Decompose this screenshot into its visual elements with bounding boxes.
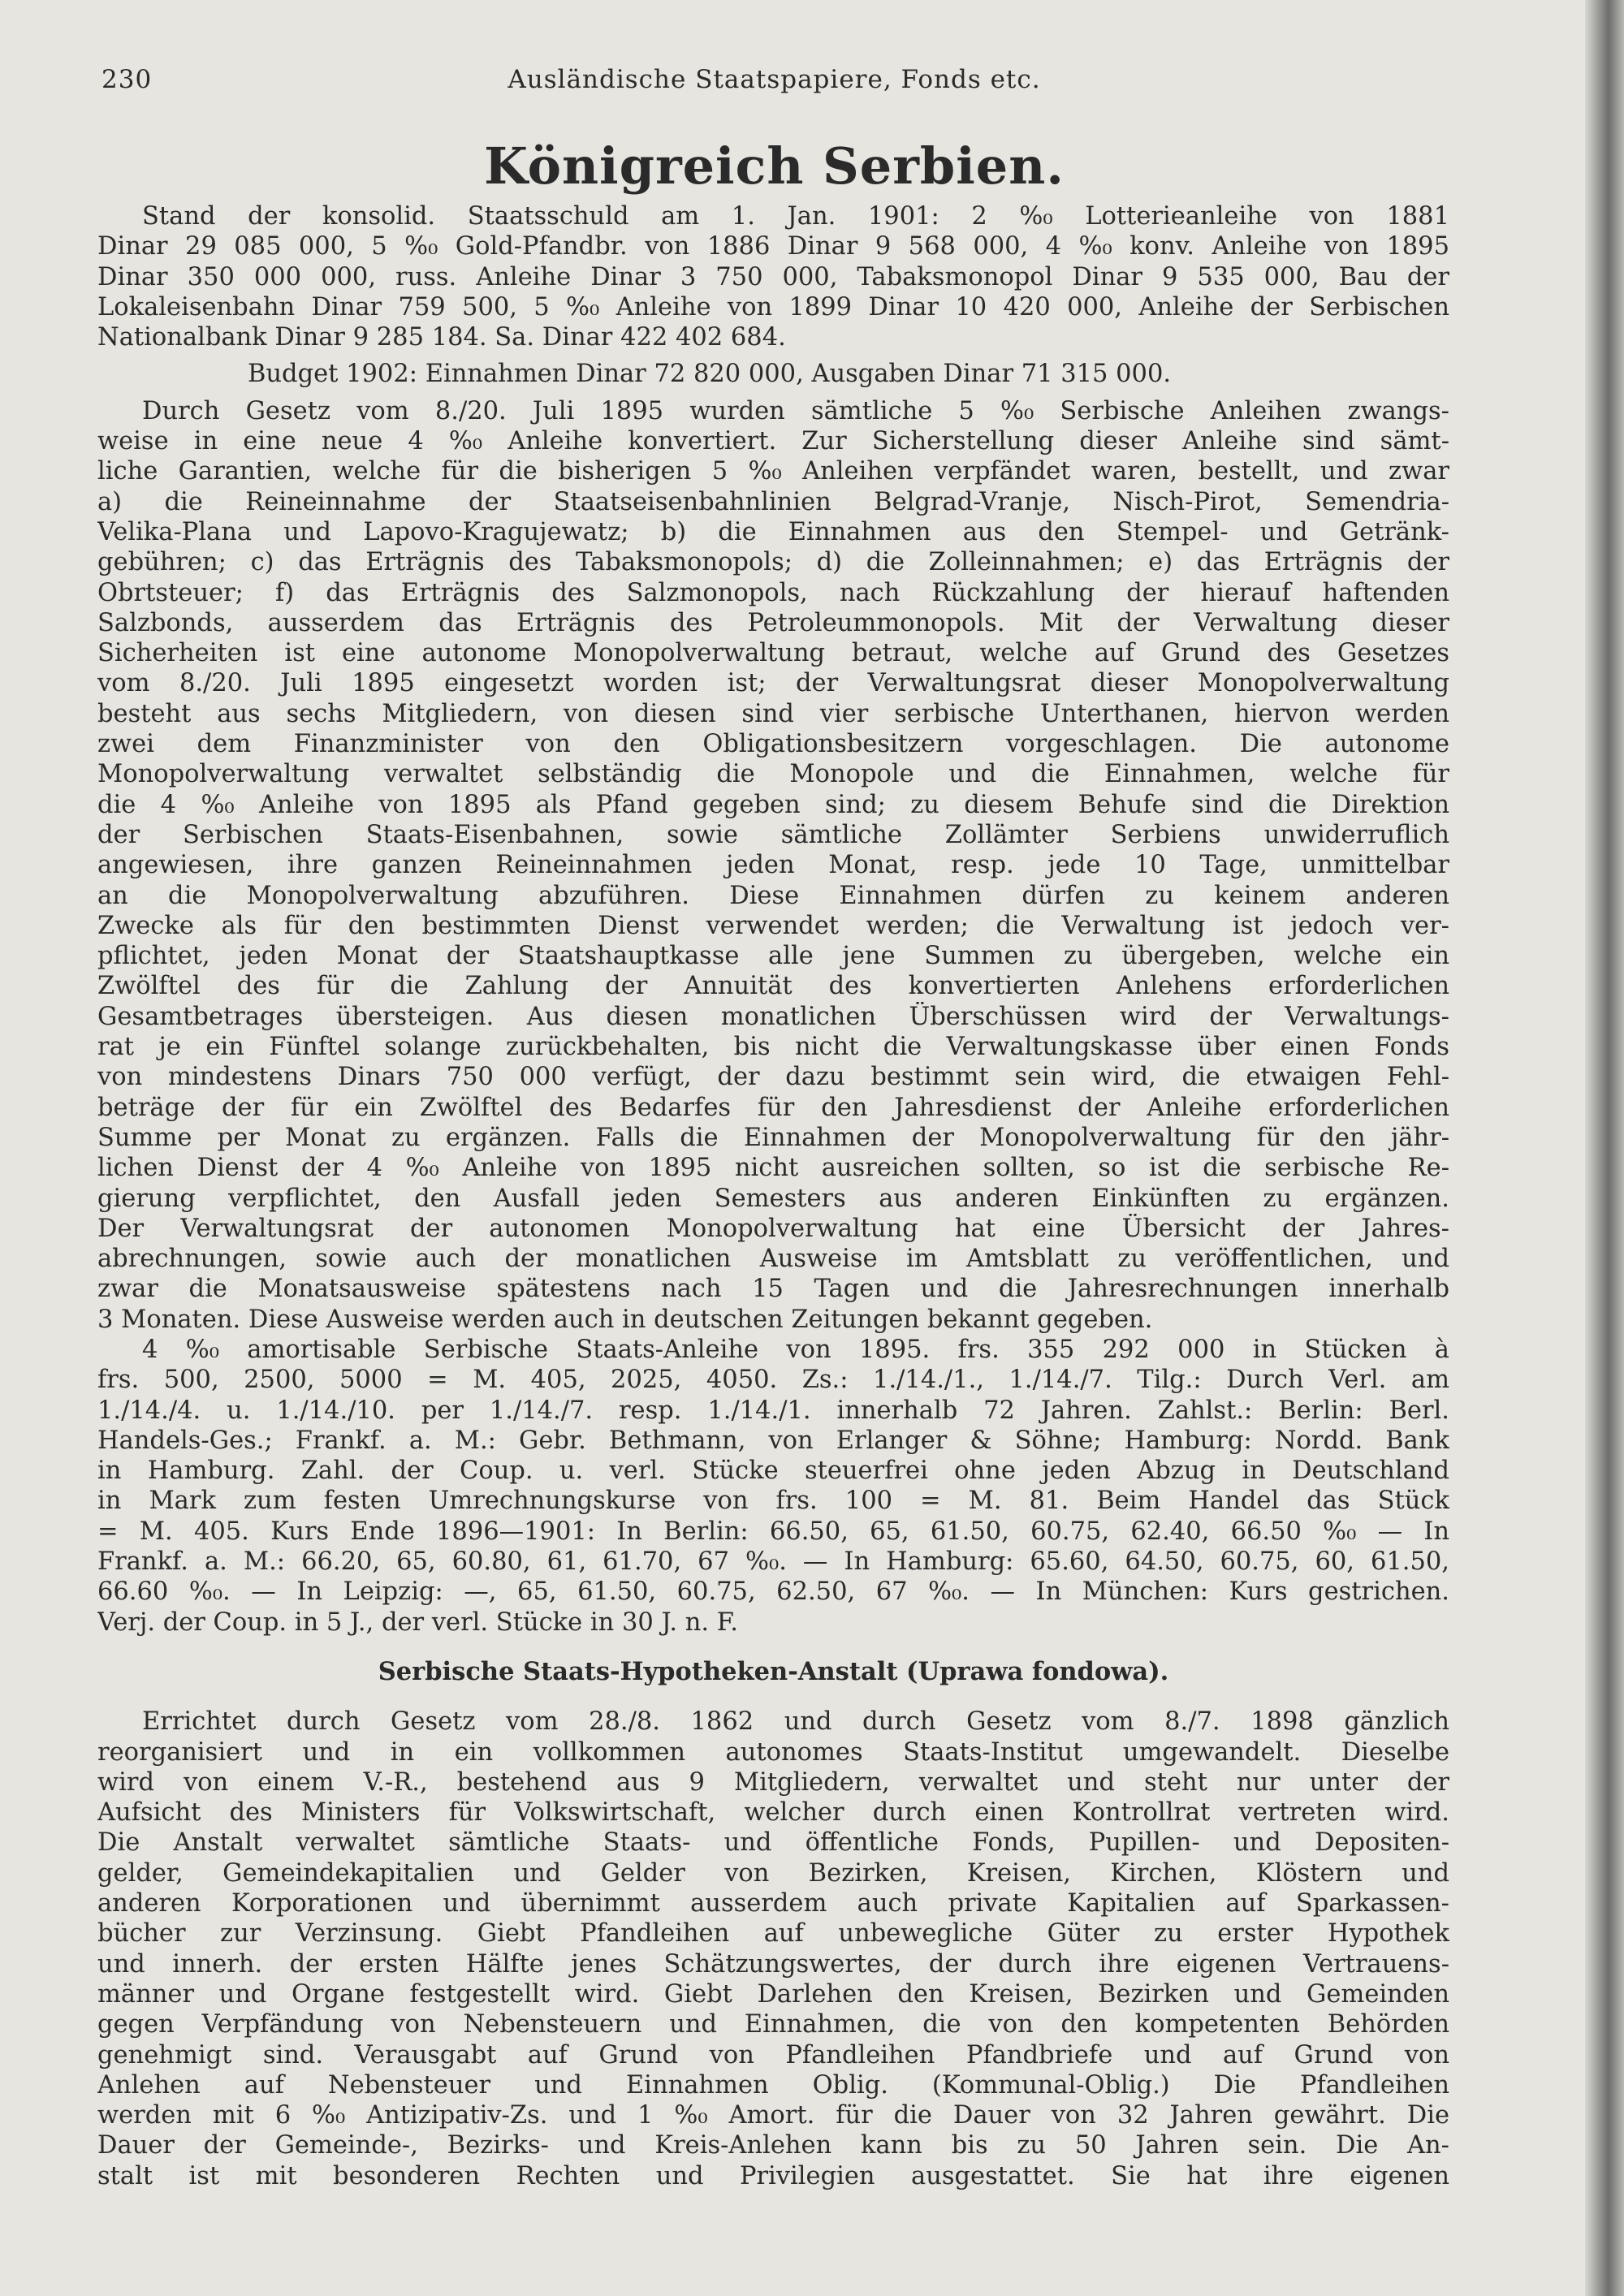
text-line: Verj. der Coup. in 5 J., der verl. Stücke in 30 J. n. F. (97, 1608, 738, 1637)
text-line: Monopolverwaltung verwaltet selbständig die Monopole und die Einnahmen, welche für (97, 760, 1449, 789)
text-line: 1./14./4. u. 1./14./10. per 1./14./7. resp. 1./14./1. innerhalb 72 Jahren. Zahlst.: Berlin: Berl. (97, 1396, 1449, 1425)
text-line: besteht aus sechs Mitgliedern, von diesen sind vier serbische Unterthanen, hiervon werden (97, 699, 1449, 728)
text-line: männer und Organe festgestellt wird. Giebt Darlehen den Kreisen, Bezirken und Gemeinden (97, 1979, 1449, 2009)
text-line: anderen Korporationen und übernimmt ausserdem auch private Kapitalien auf Sparkassen- (97, 1889, 1449, 1918)
text-line: bücher zur Verzinsung. Giebt Pfandleihen auf unbewegliche Güter zu erster Hypothek (97, 1919, 1449, 1949)
text-line: frs. 500, 2500, 5000 = M. 405, 2025, 4050. Zs.: 1./14./1., 1./14./7. Tilg.: Durch Verl. am (97, 1366, 1449, 1395)
text-line: Zwecke als für den bestimmten Dienst verwendet werden; die Verwaltung ist jedoch ver- (97, 911, 1449, 940)
text-line: Summe per Monat zu ergänzen. Falls die Einnahmen der Monopolverwaltung für den jähr- (97, 1123, 1449, 1152)
text-line: zwei dem Finanzminister von den Obligationsbesitzern vorgeschlagen. Die autonome (97, 730, 1449, 759)
text-line: Der Verwaltungsrat der autonomen Monopolverwaltung hat eine Übersicht der Jahres- (97, 1214, 1449, 1243)
body-text (97, 201, 1449, 2191)
text-line: Sicherheiten ist eine autonome Monopolverwaltung betraut, welche auf Grund des Gesetzes (97, 639, 1449, 668)
text-line: in Mark zum festen Umrechnungskurse von frs. 100 = M. 81. Beim Handel das Stück (97, 1487, 1449, 1516)
text-line: Obrtsteuer; f) das Erträgnis des Salzmonopols, nach Rückzahlung der hierauf haftenden (97, 578, 1449, 607)
text-line: 3 Monaten. Diese Ausweise werden auch in deutschen Zeitungen bekannt gegeben. (97, 1305, 1153, 1334)
text-line: Zwölftel des für die Zahlung der Annuität des konvertierten Anlehens erforderlichen (97, 972, 1449, 1001)
running-title: Ausländische Staatspapiere, Fonds etc. (508, 65, 1041, 94)
page-title: Königreich Serbien. (484, 136, 1065, 196)
book-spine-shadow (1585, 0, 1624, 2296)
text-line: an die Monopolverwaltung abzuführen. Diese Einnahmen dürfen zu keinem anderen (97, 881, 1449, 910)
text-line: liche Garantien, welche für die bisherigen 5 %₀ Anleihen verpfändet waren, bestellt, und zwar (97, 457, 1449, 486)
text-line: der Serbischen Staats-Eisenbahnen, sowie sämtliche Zollämter Serbiens unwiderruflich (97, 820, 1449, 849)
text-line: Frankf. a. M.: 66.20, 65, 60.80, 61, 61.70, 67 %₀. — In Hamburg: 65.60, 64.50, 60.75, 60, 61.50, (97, 1547, 1449, 1577)
text-line: abrechnungen, sowie auch der monatlichen Ausweise im Amtsblatt zu veröffentlichen, und (97, 1245, 1449, 1274)
text-line: rat je ein Fünftel solange zurückbehalten, bis nicht die Verwaltungskasse über einen Fonds (97, 1033, 1449, 1062)
section-heading: Serbische Staats-Hypotheken-Anstalt (Uprawa fondowa). (378, 1656, 1169, 1686)
text-line: Errichtet durch Gesetz vom 28./8. 1862 und durch Gesetz vom 8./7. 1898 gänzlich (142, 1707, 1449, 1737)
text-line: Gesamtbetrages übersteigen. Aus diesen monatlichen Überschüssen wird der Verwaltungs- (97, 1002, 1449, 1031)
text-line: reorganisiert und in ein vollkommen autonomes Staats-Institut umgewandelt. Dieselbe (97, 1737, 1449, 1767)
text-line: die 4 %₀ Anleihe von 1895 als Pfand gegeben sind; zu diesem Behufe sind die Direktion (97, 790, 1449, 819)
text-line: lichen Dienst der 4 %₀ Anleihe von 1895 nicht ausreichen sollten, so ist die serbische Re- (97, 1154, 1449, 1183)
text-line: von mindestens Dinars 750 000 verfügt, der dazu bestimmt sein wird, die etwaigen Fehl- (97, 1063, 1449, 1092)
text-line: gierung verpflichtet, den Ausfall jeden Semesters aus anderen Einkünften zu ergänzen. (97, 1184, 1449, 1213)
text-line: werden mit 6 %₀ Antizipativ-Zs. und 1 %₀ Amort. für die Dauer von 32 Jahren gewährt. Die (97, 2101, 1449, 2130)
text-line: Dauer der Gemeinde-, Bezirks- und Kreis-Anlehen kann bis zu 50 Jahren sein. Die An- (97, 2131, 1449, 2160)
text-line: 66.60 %₀. — In Leipzig: —, 65, 61.50, 60.75, 62.50, 67 %₀. — In München: Kurs gestrichen. (97, 1577, 1449, 1607)
text-line: Durch Gesetz vom 8./20. Juli 1895 wurden sämtliche 5 %₀ Serbische Anleihen zwangs- (142, 396, 1449, 425)
text-line: Salzbonds, ausserdem das Erträgnis des Petroleummonopols. Mit der Verwaltung dieser (97, 608, 1449, 637)
text-line: a) die Reineinnahme der Staatseisenbahnlinien Belgrad-Vranje, Nisch-Pirot, Semendria- (97, 487, 1449, 516)
text-line: Die Anstalt verwaltet sämtliche Staats- und öffentliche Fonds, Pupillen- und Depositen- (97, 1828, 1449, 1858)
text-line: Handels-Ges.; Frankf. a. M.: Gebr. Bethmann, von Erlanger & Söhne; Hamburg: Nordd. Bank (97, 1426, 1449, 1455)
text-line: angewiesen, ihre ganzen Reineinnahmen jeden Monat, resp. jede 10 Tage, unmittelbar (97, 851, 1449, 880)
text-line: Lokaleisenbahn Dinar 759 500, 5 %₀ Anleihe von 1899 Dinar 10 420 000, Anleihe der Serbischen (97, 292, 1449, 322)
text-line: vom 8./20. Juli 1895 eingesetzt worden ist; der Verwaltungsrat dieser Monopolverwaltung (97, 669, 1449, 698)
text-line: Dinar 29 085 000, 5 %₀ Gold-Pfandbr. von 1886 Dinar 9 568 000, 4 %₀ konv. Anleihe von 1895 (97, 232, 1449, 261)
text-line: weise in eine neue 4 %₀ Anleihe konvertiert. Zur Sicherstellung dieser Anleihe sind sämt- (97, 427, 1449, 456)
page-number: 230 (102, 65, 153, 94)
text-line: Velika-Plana und Lapovo-Kragujewatz; b) die Einnahmen aus den Stempel- und Getränk- (97, 517, 1449, 546)
budget-line: Budget 1902: Einnahmen Dinar 72 820 000, Ausgaben Dinar 71 315 000. (248, 360, 1172, 389)
text-line: und innerh. der ersten Hälfte jenes Schätzungswertes, der durch ihre eigenen Vertrauens- (97, 1949, 1449, 1979)
loan-heading-line: 4 %₀ amortisable Serbische Staats-Anleihe von 1895. frs. 355 292 000 in Stücken à (142, 1335, 1449, 1364)
text-line: zwar die Monatsausweise spätestens nach 15 Tagen und die Jahresrechnungen innerhalb (97, 1275, 1449, 1304)
text-line: pflichtet, jeden Monat der Staatshauptkasse alle jene Summen zu übergeben, welche ein (97, 942, 1449, 971)
text-line: stalt ist mit besonderen Rechten und Privilegien ausgestattet. Sie hat ihre eigenen (97, 2161, 1449, 2190)
text-line: gegen Verpfändung von Nebensteuern und Einnahmen, die von den kompetenten Behörden (97, 2010, 1449, 2039)
text-line: Stand der konsolid. Staatsschuld am 1. Jan. 1901: 2 %₀ Lotterieanleihe von 1881 (142, 202, 1449, 231)
text-line: Aufsicht des Ministers für Volkswirtschaft, welcher durch einen Kontrollrat vertreten wird. (97, 1798, 1449, 1828)
text-line: gelder, Gemeindekapitalien und Gelder von Bezirken, Kreisen, Kirchen, Klöstern und (97, 1858, 1449, 1888)
running-head (102, 65, 1447, 106)
text-line: Dinar 350 000 000, russ. Anleihe Dinar 3 750 000, Tabaksmonopol Dinar 9 535 000, Bau der (97, 262, 1449, 291)
text-line: beträge der für ein Zwölftel des Bedarfes für den Jahresdienst der Anleihe erforderlichen (97, 1093, 1449, 1122)
text-line: Anlehen auf Nebensteuer und Einnahmen Oblig. (Kommunal-Oblig.) Die Pfandleihen (97, 2070, 1449, 2100)
text-line: Nationalbank Dinar 9 285 184. Sa. Dinar 422 402 684. (97, 323, 786, 352)
text-line: = M. 405. Kurs Ende 1896—1901: In Berlin: 66.50, 65, 61.50, 60.75, 62.40, 66.50 %₀ — In (97, 1517, 1449, 1546)
text-line: wird von einem V.-R., bestehend aus 9 Mitgliedern, verwaltet und steht nur unter der (97, 1767, 1449, 1797)
text-line: genehmigt sind. Verausgabt auf Grund von Pfandleihen Pfandbriefe und auf Grund von (97, 2040, 1449, 2069)
text-line: gebühren; c) das Erträgnis des Tabaksmonopols; d) die Zolleinnahmen; e) das Erträgnis der (97, 548, 1449, 577)
text-line: in Hamburg. Zahl. der Coup. u. verl. Stücke steuerfrei ohne jeden Abzug in Deutschland (97, 1457, 1449, 1486)
